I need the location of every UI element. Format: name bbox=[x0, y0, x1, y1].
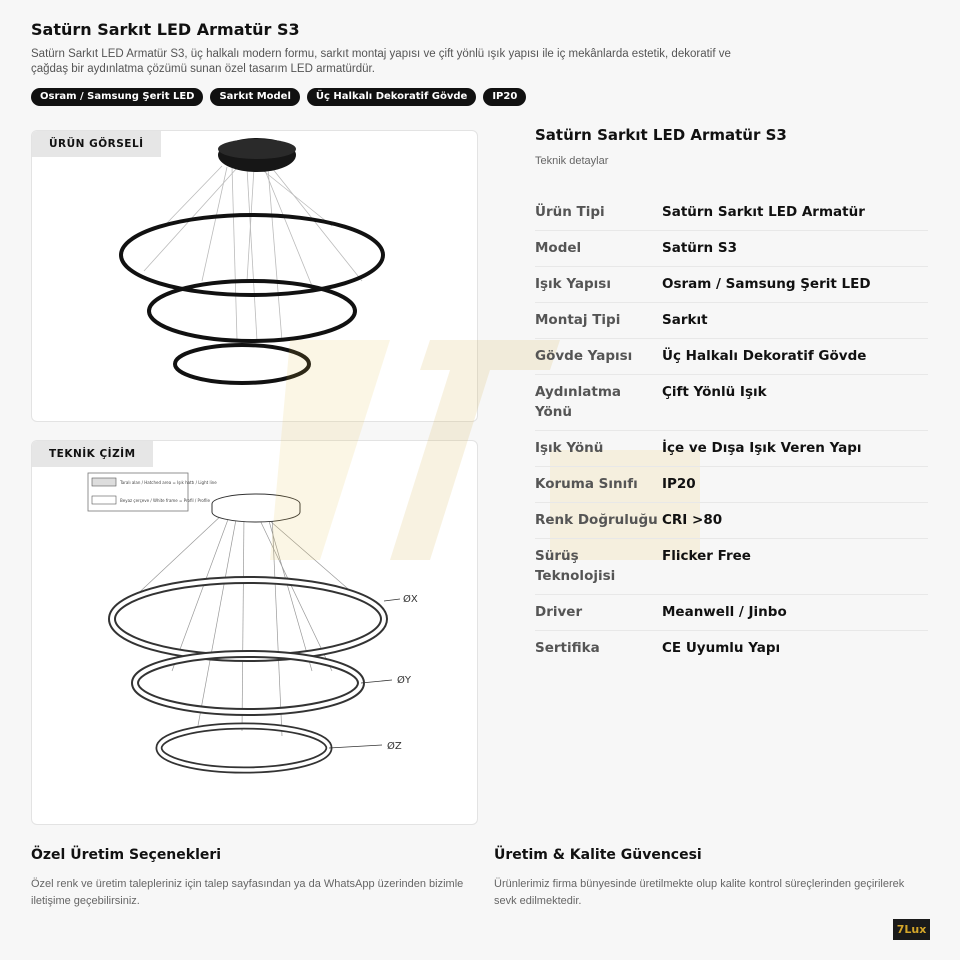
spec-row bbox=[535, 375, 928, 431]
specs-table bbox=[535, 195, 928, 666]
quality-title: Üretim & Kalite Güvencesi bbox=[494, 847, 702, 863]
technical-drawing-label: TEKNİK ÇİZİM bbox=[32, 441, 153, 467]
legend-white-text: Beyaz çerçeve / White frame = Profil / Profile bbox=[120, 498, 210, 503]
spec-value: Sarkıt bbox=[662, 303, 928, 339]
tag-body: Üç Halkalı Dekoratif Gövde bbox=[307, 88, 476, 106]
spec-key: Işık Yapısı bbox=[535, 267, 662, 303]
spec-value: CE Uyumlu Yapı bbox=[662, 640, 781, 656]
spec-key: Driver bbox=[535, 595, 662, 631]
spec-row bbox=[535, 267, 928, 303]
custom-production-title: Özel Üretim Seçenekleri bbox=[31, 847, 222, 863]
spec-row bbox=[535, 431, 928, 467]
spec-value: Flicker Free bbox=[662, 539, 928, 595]
spec-row bbox=[535, 539, 928, 595]
brand-logo: 7Lux bbox=[893, 919, 930, 940]
page-title: Satürn Sarkıt LED Armatür S3 bbox=[31, 20, 300, 39]
spec-value: Osram / Samsung Şerit LED bbox=[662, 267, 928, 303]
spec-key: Aydınlatma Yönü bbox=[535, 375, 662, 431]
dimension-x-label: ØX bbox=[403, 594, 418, 605]
specs-title: Satürn Sarkıt LED Armatür S3 bbox=[535, 126, 787, 144]
spec-row bbox=[535, 595, 928, 631]
spec-value: İçe ve Dışa Işık Veren Yapı bbox=[662, 431, 928, 467]
dimension-z-label: ØZ bbox=[387, 741, 402, 752]
spec-key: Gövde Yapısı bbox=[535, 339, 662, 375]
technical-drawing-panel bbox=[31, 440, 478, 825]
spec-key: Model bbox=[535, 231, 662, 267]
spec-value: Satürn Sarkıt LED Armatür bbox=[662, 195, 928, 231]
spec-value: Meanwell / Jinbo bbox=[662, 595, 928, 631]
dimension-y-label: ØY bbox=[397, 675, 411, 686]
spec-key: Ürün Tipi bbox=[535, 195, 662, 231]
spec-row bbox=[535, 631, 928, 667]
feature-tags bbox=[31, 88, 526, 106]
spec-key: Sürüş Teknolojisi bbox=[535, 539, 662, 595]
spec-value: CRI >80 bbox=[662, 503, 928, 539]
technical-drawing bbox=[32, 441, 477, 824]
spec-row bbox=[535, 231, 928, 267]
spec-value: Üç Halkalı Dekoratif Gövde bbox=[662, 339, 928, 375]
spec-value: Çift Yönlü Işık bbox=[662, 375, 928, 431]
product-description: Satürn Sarkıt LED Armatür S3, üç halkalı modern formu, sarkıt montaj yapısı ve çift yönlü ışık yapısı ile iç mekânlarda estetik, dekoratif ve çağdaş bir aydınlatma çözümü sunan özel tasarım LED armatürdür. bbox=[31, 48, 731, 75]
legend-hatched-text: Taralı alan / Hatched area = Işık hattı / Light line bbox=[120, 480, 217, 485]
spec-key: Sertifika bbox=[535, 640, 600, 656]
specs-subtitle: Teknik detaylar bbox=[535, 155, 609, 167]
spec-row bbox=[535, 303, 928, 339]
spec-key: Renk Doğruluğu bbox=[535, 503, 662, 539]
spec-key: Işık Yönü bbox=[535, 431, 662, 467]
custom-production-text: Özel renk ve üretim talepleriniz için talep sayfasından ya da WhatsApp üzerinden bizimle iletişime geçebilirsiniz. bbox=[31, 878, 464, 907]
spec-value: Satürn S3 bbox=[662, 231, 928, 267]
spec-key: Koruma Sınıfı bbox=[535, 467, 662, 503]
spec-row bbox=[535, 195, 928, 231]
spec-value: IP20 bbox=[662, 467, 928, 503]
spec-row bbox=[535, 503, 928, 539]
product-image-panel bbox=[31, 130, 478, 422]
product-image-label: ÜRÜN GÖRSELİ bbox=[32, 131, 161, 157]
spec-key: Montaj Tipi bbox=[535, 303, 662, 339]
product-image bbox=[32, 131, 477, 421]
tag-led: Osram / Samsung Şerit LED bbox=[31, 88, 203, 106]
tag-ip: IP20 bbox=[483, 88, 526, 106]
tag-model: Sarkıt Model bbox=[210, 88, 299, 106]
spec-row bbox=[535, 467, 928, 503]
spec-row bbox=[535, 339, 928, 375]
quality-text: Ürünlerimiz firma bünyesinde üretilmekte olup kalite kontrol süreçlerinden geçirilerek sevk edilmektedir. bbox=[494, 878, 905, 907]
